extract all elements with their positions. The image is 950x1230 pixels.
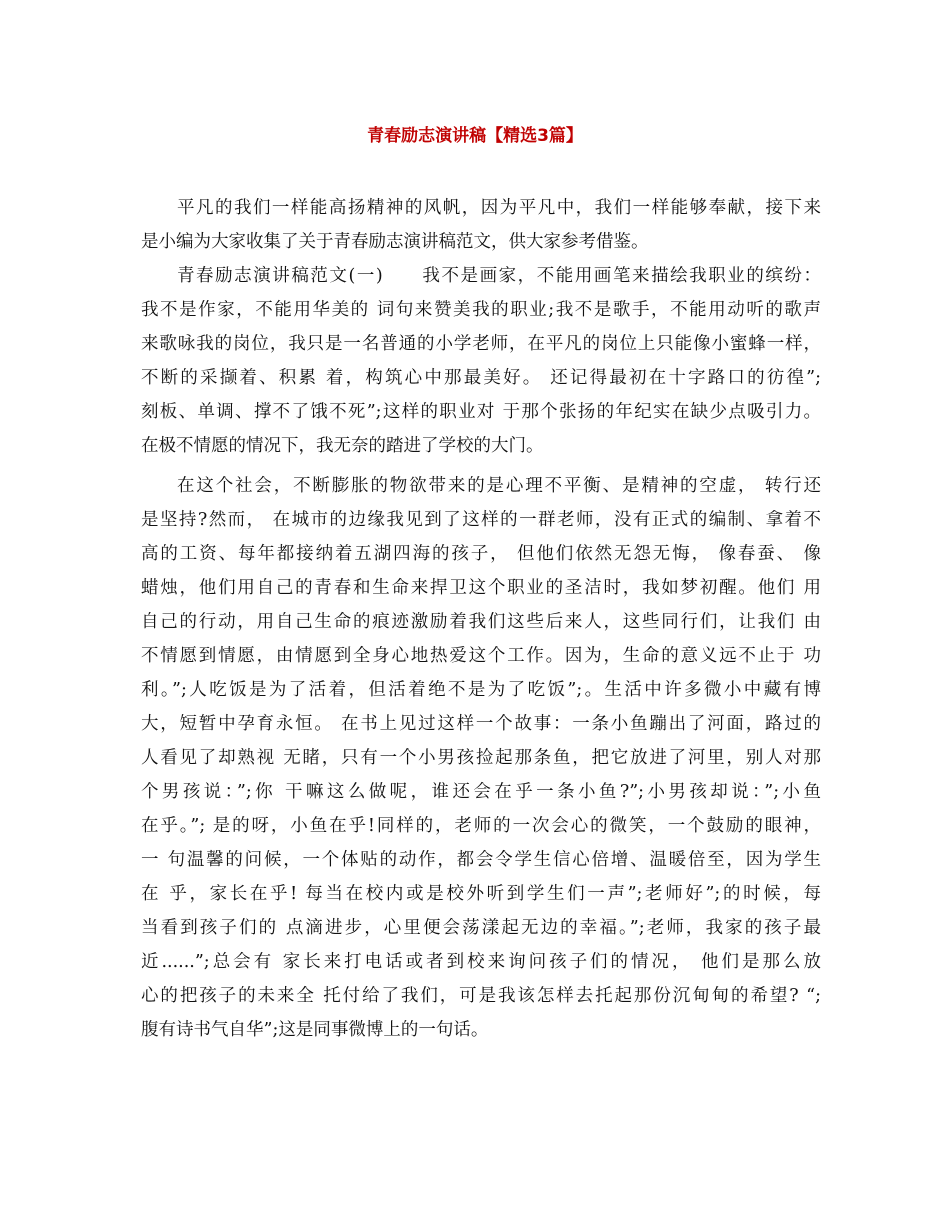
text-line: 高的工资、每年都接纳着五湖四海的孩子， 但他们依然无怨无悔， 像春蚕、 像: [141, 544, 821, 564]
text-line: 近......”;总会有 家长来打电话或者到校来询问孩子们的情况， 他们是那么放: [141, 952, 821, 972]
text-line: 心的把孩子的未来全 托付给了我们，可是我该怎样去托起那份沉甸甸的希望? “;: [141, 986, 821, 1006]
text-line: 人看见了却熟视 无睹，只有一个小男孩捡起那条鱼，把它放进了河里，别人对那: [141, 748, 821, 768]
text-line: 利。”;人吃饭是为了活着，但活着绝不是为了吃饭”;。生活中许多微小中藏有博: [141, 680, 821, 700]
text-line: 在极不情愿的情况下，我无奈的踏进了学校的大门。: [141, 436, 544, 456]
text-line: 自己的行动，用自己生命的痕迹激励着我们这些后来人，这些同行们，让我们 由: [141, 612, 821, 632]
document-title: 青春励志演讲稿【精选3篇】: [367, 126, 583, 146]
text-line: 在这个社会，不断膨胀的物欲带来的是心理不平衡、是精神的空虚， 转行还: [177, 476, 821, 496]
text-line: 蜡烛，他们用自己的青春和生命来捍卫这个职业的圣洁时，我如梦初醒。他们 用: [141, 578, 821, 598]
text-line: 在乎。”; 是的呀，小鱼在乎!同样的，老师的一次会心的微笑，一个鼓励的眼神，: [141, 816, 821, 836]
text-line: 不断的采撷着、积累 着，构筑心中那最美好。 还记得最初在十字路口的彷徨”;: [141, 368, 821, 388]
text-line: 刻板、单调、撑不了饿不死”;这样的职业对 于那个张扬的年纪实在缺少点吸引力。: [141, 402, 821, 422]
text-line: 当看到孩子们的 点滴进步，心里便会荡漾起无边的幸福。”;老师，我家的孩子最: [141, 918, 821, 938]
text-line: 大，短暂中孕育永恒。 在书上见过这样一个故事：一条小鱼蹦出了河面，路过的: [141, 714, 821, 734]
paragraph-1: [141, 191, 821, 259]
text-line: 不情愿到情愿，由情愿到全身心地热爱这个工作。因为，生命的意义远不止于 功: [141, 646, 821, 666]
document-body: [141, 191, 821, 1047]
text-line: 青春励志演讲稿范文(一) 我不是画家，不能用画笔来描绘我职业的缤纷：: [177, 266, 821, 286]
text-line: 是小编为大家收集了关于青春励志演讲稿范文，供大家参考借鉴。: [141, 232, 649, 252]
text-line: 一 句温馨的问候，一个体贴的动作，都会令学生信心倍增、温暖倍至，因为学生: [141, 850, 821, 870]
text-line: 我不是作家，不能用华美的 词句来赞美我的职业;我不是歌手，不能用动听的歌声: [141, 300, 821, 320]
paragraph-2: [141, 259, 821, 463]
text-line: 个男孩说：”;你 干嘛这么做呢，谁还会在乎一条小鱼?”;小男孩却说：”;小鱼: [141, 782, 821, 802]
text-line: 是坚持?然而， 在城市的边缘我见到了这样的一群老师，没有正式的编制、拿着不: [141, 510, 821, 530]
paragraph-3: [141, 469, 821, 1047]
text-line: 腹有诗书气自华”;这是同事微博上的一句话。: [141, 1020, 489, 1040]
text-line: 在 乎，家长在乎! 每当在校内或是校外听到学生们一声”;老师好”;的时候，每: [141, 884, 821, 904]
text-line: 平凡的我们一样能高扬精神的风帆，因为平凡中，我们一样能够奉献，接下来: [177, 198, 821, 218]
text-line: 来歌咏我的岗位，我只是一名普通的小学老师，在平凡的岗位上只能像小蜜蜂一样，: [141, 334, 821, 354]
